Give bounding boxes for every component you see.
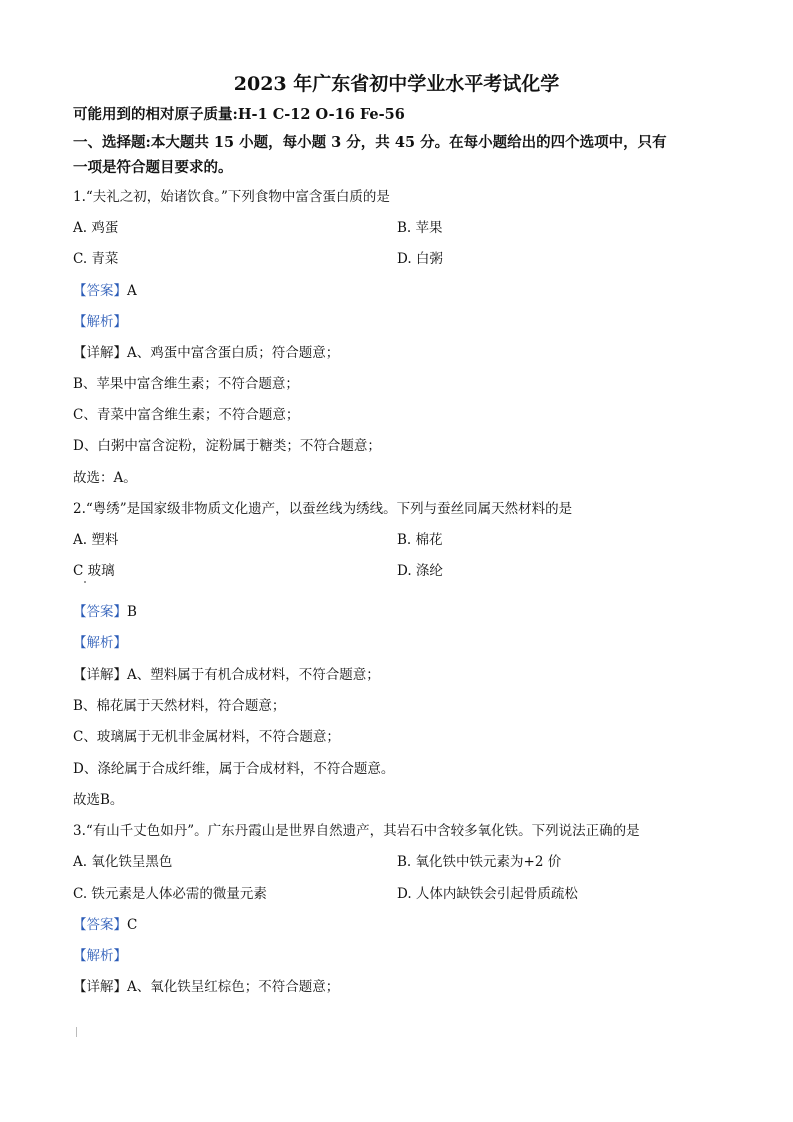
section-heading-line-2: 一项是符合题目要求的。 — [73, 159, 233, 176]
q1-option-b: B. 苹果 — [397, 220, 443, 236]
q3-stem: 3.“有山千丈色如丹”。广东丹霞山是世界自然遗产，其岩石中含较多氧化铁。下列说法正确的是 — [73, 823, 640, 839]
q1-detail-1 — [73, 343, 339, 363]
q3-analysis-tag: 【解析】 — [73, 948, 127, 964]
q2-stem: 2.“粤绣”是国家级非物质文化遗产，以蚕丝线为绣线。下列与蚕丝同属天然材料的是 — [73, 501, 573, 517]
q2-answer — [73, 602, 137, 622]
detail-tag: 【详解】 — [73, 345, 127, 361]
q2-analysis-tag: 【解析】 — [73, 635, 127, 651]
q3-option-a: A. 氧化铁呈黑色 — [73, 854, 173, 870]
stray-mark — [84, 581, 86, 583]
q3-option-d: D. 人体内缺铁会引起骨质疏松 — [397, 886, 578, 902]
answer-tag: 【答案】 — [73, 604, 127, 620]
detail-tag: 【详解】 — [73, 979, 127, 995]
answer-value: B — [127, 604, 137, 620]
detail-text: A、鸡蛋中富含蛋白质；符合题意； — [127, 345, 340, 361]
q1-detail-4: D、白粥中富含淀粉，淀粉属于糖类；不符合题意； — [73, 438, 381, 454]
page-title: 2023 年广东省初中学业水平考试化学 — [233, 73, 560, 95]
answer-tag: 【答案】 — [73, 283, 127, 299]
q2-detail-3: C、玻璃属于无机非金属材料，不符合题意； — [73, 729, 340, 745]
detail-text: A、氧化铁呈红棕色；不符合题意； — [127, 979, 340, 995]
q1-stem: 1.“夫礼之初，始诸饮食。”下列食物中富含蛋白质的是 — [73, 189, 390, 205]
section-heading-line-1: 一、选择题:本大题共 15 小题，每小题 3 分，共 45 分。在每小题给出的四个选项中，只有 — [73, 134, 667, 151]
q3-detail-1 — [73, 977, 339, 997]
detail-text: A、塑料属于有机合成材料，不符合题意； — [127, 667, 380, 683]
q1-analysis-tag: 【解析】 — [73, 314, 127, 330]
q1-detail-2: B、苹果中富含维生素；不符合题意； — [73, 376, 299, 392]
q2-option-b: B. 棉花 — [397, 532, 443, 548]
q2-conclusion: 故选B。 — [73, 792, 124, 808]
detail-tag: 【详解】 — [73, 667, 127, 683]
q1-option-a: A. 鸡蛋 — [73, 220, 119, 236]
q2-detail-1 — [73, 665, 380, 685]
q3-option-b: B. 氧化铁中铁元素为+2 价 — [397, 854, 562, 870]
q2-option-a: A. 塑料 — [73, 532, 119, 548]
atomic-mass-note: 可能用到的相对原子质量:H-1 C-12 O-16 Fe-56 — [73, 106, 405, 123]
q1-option-c: C. 青菜 — [73, 251, 119, 267]
q2-detail-2: B、棉花属于天然材料，符合题意； — [73, 698, 286, 714]
q2-detail-4: D、涤纶属于合成纤维，属于合成材料，不符合题意。 — [73, 761, 395, 777]
q3-answer — [73, 915, 137, 935]
q1-conclusion: 故选：A。 — [73, 470, 137, 486]
q2-option-c: C 玻璃 — [73, 563, 115, 579]
q2-option-d: D. 涤纶 — [397, 563, 443, 579]
q1-option-d: D. 白粥 — [397, 251, 443, 267]
answer-tag: 【答案】 — [73, 917, 127, 933]
q3-option-c: C. 铁元素是人体必需的微量元素 — [73, 886, 267, 902]
margin-mark — [76, 1027, 77, 1037]
answer-value: A — [127, 283, 137, 299]
answer-value: C — [127, 917, 138, 933]
q1-detail-3: C、青菜中富含维生素；不符合题意； — [73, 407, 300, 423]
q1-answer — [73, 281, 137, 301]
